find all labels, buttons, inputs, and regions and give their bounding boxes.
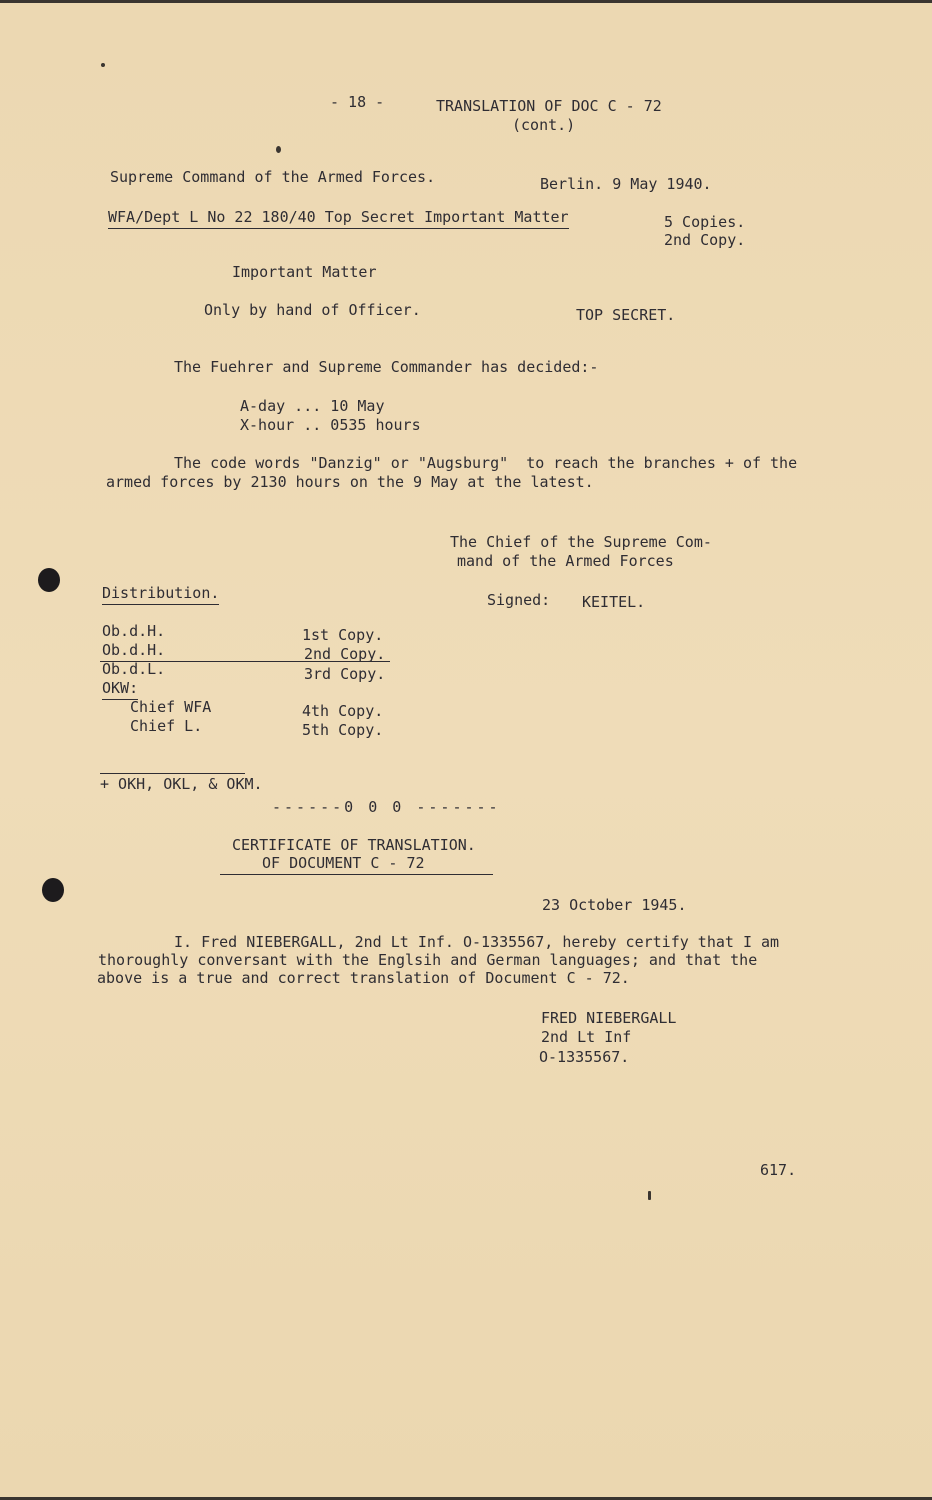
- distribution-recipient: Chief L.: [130, 717, 203, 735]
- distribution-copy: 3rd Copy.: [304, 665, 386, 683]
- page-number: - 18 -: [330, 93, 385, 111]
- distribution-recipient: Ob.d.L.: [102, 660, 166, 678]
- certificate-text-line-1: I. Fred NIEBERGALL, 2nd Lt Inf. O-1335567, hereby certify that I am: [174, 933, 780, 951]
- code-words-line-2: armed forces by 2130 hours on the 9 May at the latest.: [106, 473, 594, 491]
- certificate-text-line-3: above is a true and correct translation of Document C - 72.: [97, 969, 630, 987]
- important-matter: Important Matter: [232, 263, 377, 281]
- footnote: + OKH, OKL, & OKM.: [100, 775, 263, 793]
- distribution-recipient: Ob.d.H.: [102, 641, 166, 659]
- certificate-text-line-2: thoroughly conversant with the Englsih and German languages; and that the: [98, 951, 758, 969]
- copies-count: 5 Copies.: [664, 213, 746, 231]
- punch-hole-bottom: [42, 878, 64, 902]
- distribution-copy: 1st Copy.: [302, 626, 384, 644]
- distribution-recipient: Ob.d.H.: [102, 622, 166, 640]
- issuing-command: Supreme Command of the Armed Forces.: [110, 168, 436, 186]
- document-title: TRANSLATION OF DOC C - 72: [436, 97, 662, 115]
- certificate-subtitle: OF DOCUMENT C - 72: [262, 854, 425, 872]
- place-date: Berlin. 9 May 1940.: [540, 175, 712, 193]
- only-by-hand: Only by hand of Officer.: [204, 301, 421, 319]
- chief-title-line-1: The Chief of the Supreme Com-: [450, 533, 712, 551]
- certificate-rule: [220, 874, 493, 875]
- top-secret: TOP SECRET.: [576, 306, 676, 324]
- page-reference: 617.: [760, 1161, 797, 1179]
- code-words-line-1: The code words "Danzig" or "Augsburg" to reach the branches + of the: [174, 454, 798, 472]
- section-separator: ------0 0 0 -------: [272, 798, 501, 816]
- chief-title-line-2: mand of the Armed Forces: [457, 552, 674, 570]
- decision-line: The Fuehrer and Supreme Commander has decided:-: [174, 358, 599, 376]
- certificate-date: 23 October 1945.: [542, 896, 687, 914]
- signed-name: KEITEL.: [582, 593, 646, 611]
- signer-number: O-1335567.: [539, 1048, 630, 1066]
- speck: [648, 1191, 651, 1200]
- signer-rank: 2nd Lt Inf: [541, 1028, 632, 1046]
- speck: [101, 63, 105, 67]
- copy-number: 2nd Copy.: [664, 231, 746, 249]
- a-day-line: A-day ... 10 May: [240, 397, 385, 415]
- footnote-rule: [100, 773, 245, 774]
- certificate-title: CERTIFICATE OF TRANSLATION.: [232, 836, 476, 854]
- reference-line: WFA/Dept L No 22 180/40 Top Secret Important Matter: [108, 208, 569, 229]
- document-title-cont: (cont.): [512, 116, 576, 134]
- x-hour-line: X-hour .. 0535 hours: [240, 416, 421, 434]
- speck: [276, 146, 281, 153]
- signer-name: FRED NIEBERGALL: [541, 1009, 677, 1027]
- distribution-copy: 5th Copy.: [302, 721, 384, 739]
- distribution-copy: 4th Copy.: [302, 702, 384, 720]
- punch-hole-top: [38, 568, 60, 592]
- distribution-recipient: OKW:: [102, 679, 138, 700]
- signed-label: Signed:: [487, 591, 551, 609]
- distribution-label: Distribution.: [102, 584, 219, 605]
- distribution-copy: 2nd Copy.: [304, 645, 386, 663]
- distribution-recipient: Chief WFA: [130, 698, 212, 716]
